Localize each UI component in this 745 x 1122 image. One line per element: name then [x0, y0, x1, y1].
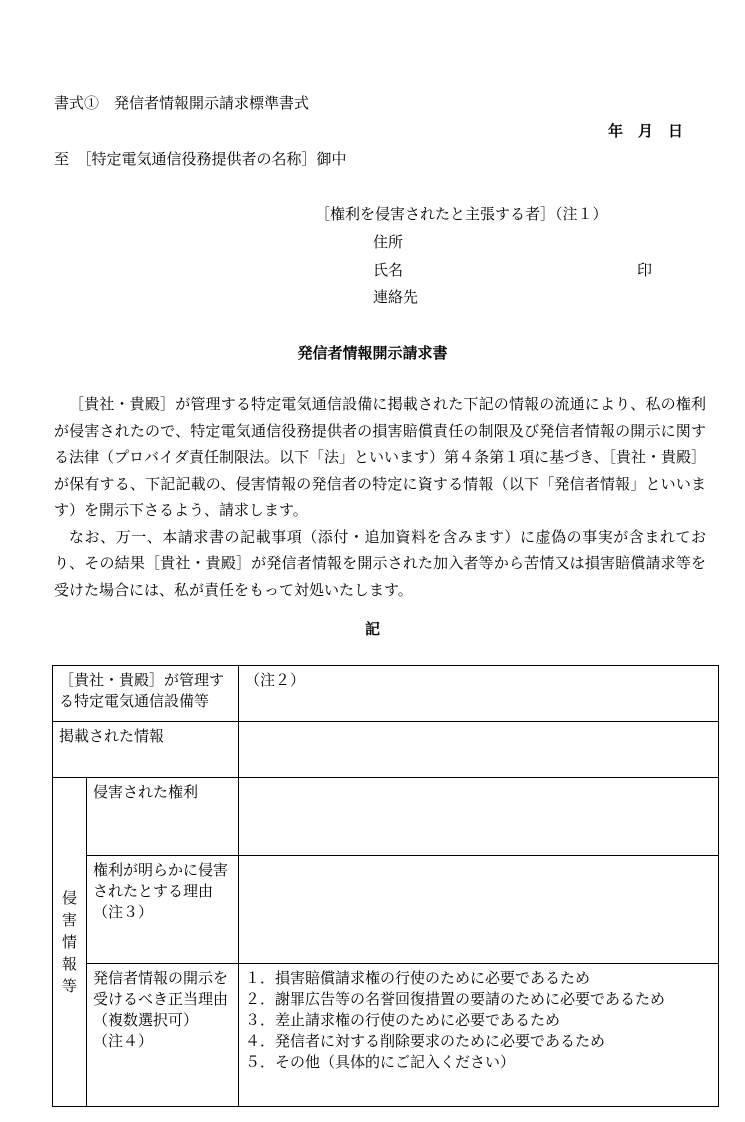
table-row: [53, 722, 719, 778]
option-item[interactable]: ３．差止請求権の行使のために必要であるため: [245, 1011, 561, 1029]
form-title: 書式① 発信者情報開示請求標準書式: [54, 94, 310, 112]
facility-label: ［貴社・貴殿］が管理する特定電気通信設備等: [53, 666, 239, 722]
claimant-heading: ［権利を侵害されたと主張する者］（注１）: [315, 205, 608, 223]
ki-heading: 記: [364, 620, 380, 638]
justification-note: （注４）: [93, 1032, 154, 1050]
option-item[interactable]: ２．謝罪広告等の名誉回復措置の要請のために必要であるため: [245, 990, 666, 1008]
facility-value[interactable]: [239, 666, 719, 722]
option-item[interactable]: ５．その他（具体的にご記入ください）: [245, 1053, 516, 1071]
disclosure-request-table: [52, 665, 719, 1107]
address-label: 住所: [373, 233, 404, 251]
option-item[interactable]: １．損害賠償請求権の行使のために必要であるため: [245, 969, 591, 987]
addressee: 至 ［特定電気通信役務提供者の名称］御中: [54, 150, 347, 168]
body-paragraph-2: なお、万一、本請求書の記載事項（添付・追加資料を含みます）に虚偽の事実が含まれており、その結果［貴社・貴殿］が発信者情報を開示された加入者等から苦情又は損害賠償請求等を受けた場合には、私が責任をもって対処いたします。: [54, 527, 706, 599]
name-label: 氏名: [373, 261, 404, 279]
infringement-group-label: 侵 害 情 報 等: [53, 778, 87, 1107]
table-row: [53, 778, 719, 856]
seal-label: 印: [637, 261, 653, 279]
contact-label: 連絡先: [373, 288, 419, 306]
request-body: [54, 391, 706, 603]
infringed-right-value[interactable]: [239, 778, 719, 856]
table-row: [53, 856, 719, 964]
posted-info-value[interactable]: [239, 722, 719, 778]
posted-info-label: 掲載された情報: [53, 722, 239, 778]
infringement-reason-label: 権利が明らかに侵害されたとする理由（注３）: [87, 856, 239, 964]
option-item[interactable]: ４．発信者に対する削除要求のために必要であるため: [245, 1032, 606, 1050]
body-paragraph-1: ［貴社・貴殿］が管理する特定電気通信設備に掲載された下記の情報の流通により、私の権利が侵害されたので、特定電気通信役務提供者の損害賠償責任の制限及び発信者情報の開示に関する法律（プロバイダ責任制限法。以下「法」といいます）第４条第１項に基づき、［貴社・貴殿］が保有する、下記記載の、侵害情報の発信者の特定に資する情報（以下「発信者情報」といいます）を開示下さるよう、請求します。: [54, 395, 706, 519]
infringed-right-label: 侵害された権利: [87, 778, 239, 856]
infringement-reason-value[interactable]: [239, 856, 719, 964]
date-line: 年 月 日: [608, 122, 684, 140]
document-title: 発信者情報開示請求書: [297, 344, 448, 362]
facility-note: （注２）: [245, 671, 306, 689]
justification-options: [239, 964, 719, 1107]
table-row: [53, 964, 719, 1107]
justification-label: 発信者情報の開示を受けるべき正当理由 （複数選択可） （注４）: [87, 964, 239, 1107]
table-row: [53, 666, 719, 722]
